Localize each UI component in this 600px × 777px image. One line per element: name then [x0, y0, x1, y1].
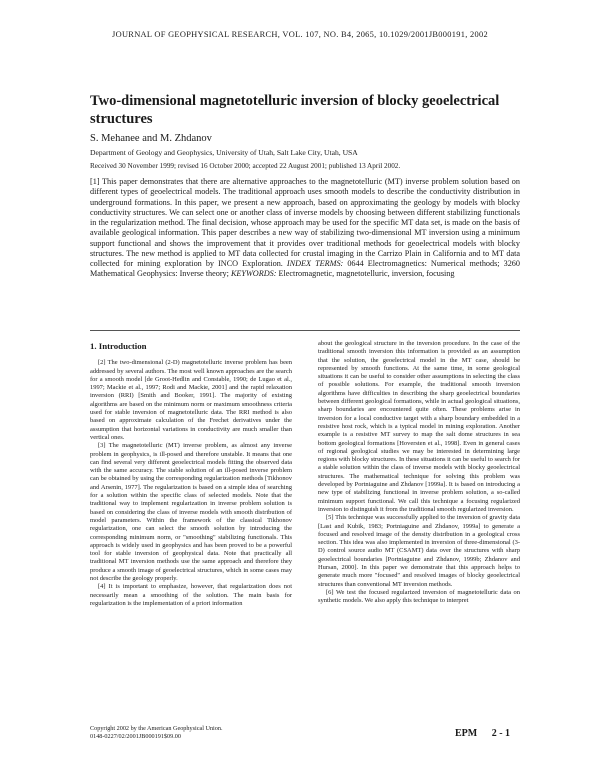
paper-title: Two-dimensional magnetotelluric inversion of blocky geoelectrical structures: [90, 93, 500, 127]
index-terms-text: 0644 Electromagnetics: Numerical methods; 3260 Mathematical Geophysics: Inverse theory;: [90, 259, 520, 279]
abstract-marker: [1]: [90, 177, 100, 186]
paragraph: [6] We test the focused regularized inversion of magnetotelluric data on synthetic models. We also apply this technique to interpret: [318, 588, 520, 605]
paragraph: [3] The magnetotelluric (MT) inverse problem, as almost any inverse problem in geophysics, is ill-posed and therefore unstable. It means that one can find several very different geoelectrical models fitting the observed data with the same accuracy. The stable solution of an ill-posed inverse problem can be obtained by using the corresponding regularization methods [Tikhonov and Arsenin, 1977]. The regularization is based on a simple idea of searching for a solution within the specific class of selected models. Note that the traditional way to implement regularization in inverse problem solution is based on considering the class of inverse models with smooth distribution of model parameters. Within the framework of the classical Tikhonov regularization, one can select the smooth solution by introducing the corresponding minimum norm, or "smoothing" stabilizing functionals. This approach is widely used in geophysics and has been proved to be a powerful tool for stable inversion of geophysical data. Note that practically all traditional MT inversion methods use the same approach and therefore they produce a smooth image of geoelectrical structures, which in some cases may not describe the geology properly.: [90, 442, 292, 583]
keywords-text: Electromagnetic, magnetotelluric, inversion, focusing: [278, 269, 455, 279]
abstract-text: This paper demonstrates that there are alternative approaches to the magnetotelluric (MT) inverse problem solution based on different types of geoelectrical models. The traditional approach uses smooth models to describe the conductivity distribution in underground formations. In this paper, we present a new approach, based on approximating the geology by models with blocky conductivity structures. We can select one or another class of inverse models by choosing between different stabilizing functionals in the regularization method. The final decision, whose approach may be used for the specific MT data set, is made on the basis of available geological information. This paper describes a new way of stabilizing two-dimensional MT inversion using a minimum support functional and shows the improvement that it provides over traditional methods for geoelectrical models with blocky structures. The new method is applied to MT data collected for crustal imaging in the Carrizo Plain in California and to MT data collected for mining exploration by INCO Exploration.: [90, 177, 520, 268]
keywords-label: KEYWORDS:: [230, 269, 277, 279]
index-terms-label: INDEX TERMS:: [286, 259, 344, 268]
copyright-line: Copyright 2002 by the American Geophysical Union.: [90, 725, 223, 732]
paragraph: [4] It is important to emphasize, however, that regularization does not necessarily mean a smoothing of the solution. The main basis for regularization is the implementation of a priori information: [90, 583, 292, 607]
copyright-code: 0148-0227/02/2001JB000191$09.00: [90, 733, 181, 740]
paragraph: about the geological structure in the inversion procedure. In the case of the traditional smooth inversion this information is provided as an assumption that the solution, the geoelectrical model in the MT case, should be represented by smooth functions. At the same time, in some geological situations it can be useful to consider other assumptions in selecting the class of possible solutions. For example, the traditional smooth inversion algorithms have difficulties in describing the sharp geoelectrical boundaries between different geological formations, while in actual geological situations, sharp boundaries are encountered quite often. These problems arise in inversion for a local conductive target with a sharp boundary embedded in a resistive host rock, which is a typical model in mining exploration. Another example is a resistive MT survey to map the salt dome structures in sea bottom geological formations [Hoversten et al., 1998]. Even in general cases of regional geological studies we may be interested in determining large regions with blocky structures. In these situations it can be useful to search for a stable solution within the class of inverse models with blocky geoelectrical structures. The mathematical technique for solving this problem was developed by Portniaguine and Zhdanov [1999a]. It is based on introducing a new type of stabilizing functional in inverse problem solution, a so-called minimum support functional. We call this technique a focusing regularized inversion to distinguish it from the traditional smooth regularized inversion.: [318, 340, 521, 513]
copyright-notice: [90, 725, 290, 741]
received-dates: Received 30 November 1999; revised 16 October 2000; accepted 22 August 2001; published 13 April 2002.: [90, 162, 401, 170]
affiliation: Department of Geology and Geophysics, University of Utah, Salt Lake City, Utah, USA: [90, 148, 358, 157]
authors: S. Mehanee and M. Zhdanov: [90, 133, 212, 144]
abstract: [90, 177, 520, 280]
right-column: [318, 340, 520, 606]
paragraph: [2] The two-dimensional (2-D) magnetotelluric inverse problem has been addressed by several authors. The most well known approaches are the search for a smooth model [de Groot-Hedlin and Constable, 1990; de Lugao et al., 1997; Mackie et al., 1997; Rodi and Mackie, 2001] and the rapid relaxation inversion (RRI) [Smith and Booker, 1991]. The majority of existing algorithms are based on the minimum norm or maximum smoothness criteria used for stable inversion of magnetotelluric data. The RRI method is also based on approximate calculation of the Frechet derivatives under the assumption that horizontal variations in conductivity are much smaller than vertical ones.: [90, 359, 292, 441]
page-folio: [455, 728, 510, 739]
section-heading: 1. Introduction: [90, 341, 147, 351]
paragraph: [5] This technique was successfully applied to the inversion of gravity data [Last and Kubik, 1983; Portniaguine and Zhdanov, 1999a] to generate a focused and resolved image of the density distribution in a geological cross section. This idea was also implemented in inversion of three-dimensional (3-D) control source audio MT (CSAMT) data over the structures with sharp geoelectrical boundaries [Portniaguine and Zhdanov, 1999b; Zhdanov and Hursan, 2000]. In this paper we demonstrate that this approach helps to generate much more "focused" and resolved images of blocky geoelectrical structures than conventional MT inversion methods.: [318, 514, 520, 588]
folio-page: 2 - 1: [491, 728, 511, 739]
running-head: JOURNAL OF GEOPHYSICAL RESEARCH, VOL. 107, NO. B4, 2065, 10.1029/2001JB000191, 2002: [112, 30, 488, 39]
left-column: [90, 342, 292, 608]
abstract-divider: [90, 330, 520, 331]
folio-journal: EPM: [455, 728, 478, 739]
